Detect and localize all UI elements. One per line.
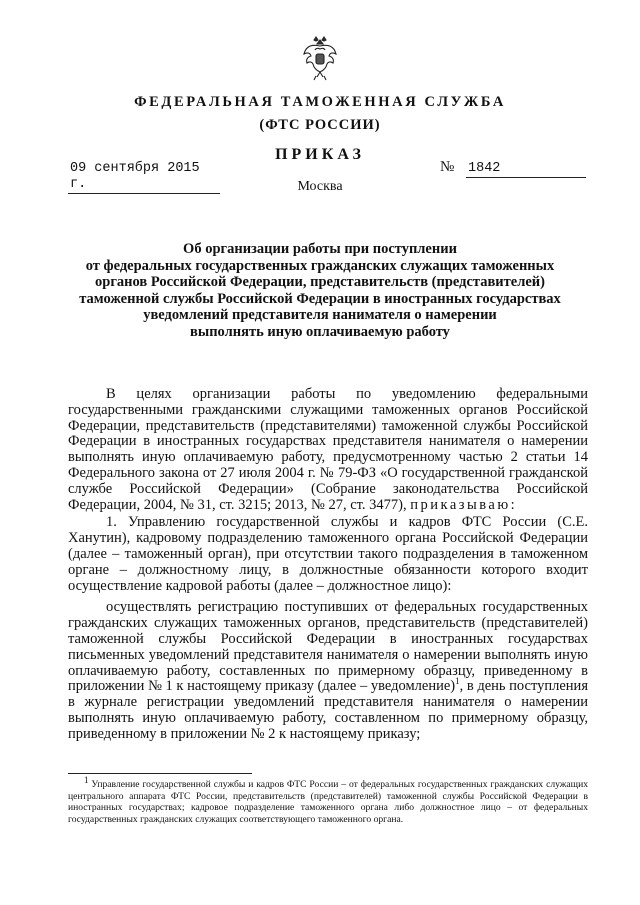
- document-title: [60, 241, 580, 340]
- clause-1-item-paragraph: [68, 600, 588, 742]
- footnote-divider: [68, 773, 252, 774]
- document-body: [68, 387, 588, 743]
- title-line: уведомлений представителя нанимателя о намерении: [143, 307, 497, 323]
- organization-abbreviation: (ФТС РОССИИ): [259, 117, 381, 133]
- preamble-text: В целях организации работы по уведомлению федеральными государственными гражданскими служащими таможенных органов Российской Федерации, представительств (представителями) таможенной службы Российской Федерации в иностранных государствах представителя нанимателя о намерении выполнять иную оплачиваемую работу, предусмотренному частью 2 статьи 14 Федерального закона от 27 июля 2004 г. № 79-ФЗ «О государственной гражданской службе Российской Федерации» (Собрание законодательства Российской Федерации, 2004, № 31, ст. 3215; 2013, № 27, ст. 3477),: [68, 386, 588, 513]
- city: Москва: [297, 179, 343, 194]
- footnote-text: Управление государственной службы и кадров ФТС России – от федеральных государственных гражданских служащих центрального аппарата ФТС России, представительств (представителей) таможенной службы Российской Федерации в иностранных государствах; кадровое подразделение таможенного органа либо должностное лицо – от федеральных государственных гражданских служащих соответствующего таможенного органа.: [68, 779, 588, 825]
- title-line: выполнять иную оплачиваемую работу: [190, 323, 450, 340]
- footnote-reference: 1: [455, 676, 460, 687]
- footnote-marker: 1: [84, 774, 89, 785]
- document-type: ПРИКАЗ: [275, 146, 365, 163]
- preamble-paragraph: [68, 387, 588, 513]
- title-line: Об организации работы при поступлении: [183, 241, 457, 257]
- title-line: от федеральных государственных гражданских служащих таможенных: [85, 257, 555, 274]
- clause-text-part2: , в день поступления в журнале регистрации уведомлений представителя нанимателя о намерении выполнять иную оплачиваемую работу, составленном по примерному образцу, приведенному в приложении № 2 к настоящему приказу;: [68, 678, 588, 742]
- order-date: 09 сентября 2015 г.: [68, 161, 220, 194]
- number-sign: №: [440, 159, 455, 175]
- organization-name: ФЕДЕРАЛЬНАЯ ТАМОЖЕННАЯ СЛУЖБА: [134, 94, 506, 110]
- clause-1-paragraph: 1. Управлению государственной службы и кадров ФТС России (С.Е. Ханутин), кадровому подразделению таможенного органа Российской Федерации (далее – таможенный орган), при отсутствии такого подразделения в таможенном органе – должностному лицу, в должностные обязанности которого входит осуществление кадровой работы (далее – должностное лицо):: [68, 514, 588, 594]
- clause-text-part1: осуществлять регистрацию поступивших от федеральных государственных гражданских служащих таможенных органов, представительств (представителей) таможенной службы Российской Федерации в иностранных государствах письменных уведомлений представителя нанимателя о намерении выполнять иную оплачиваемую работу, составленных по примерному образцу, приведенному в приложении № 1 к настоящему приказу (далее – уведомление): [68, 599, 588, 695]
- title-line: органов Российской Федерации, представительств (представителей): [95, 274, 545, 290]
- order-phrase: приказываю:: [410, 496, 518, 513]
- footnote: [68, 774, 588, 825]
- order-number: 1842: [466, 161, 586, 178]
- title-line: таможенной службы Российской Федерации в иностранных государствах: [79, 290, 561, 307]
- russian-coat-of-arms-icon: [302, 36, 338, 82]
- footnote-line: [68, 774, 588, 825]
